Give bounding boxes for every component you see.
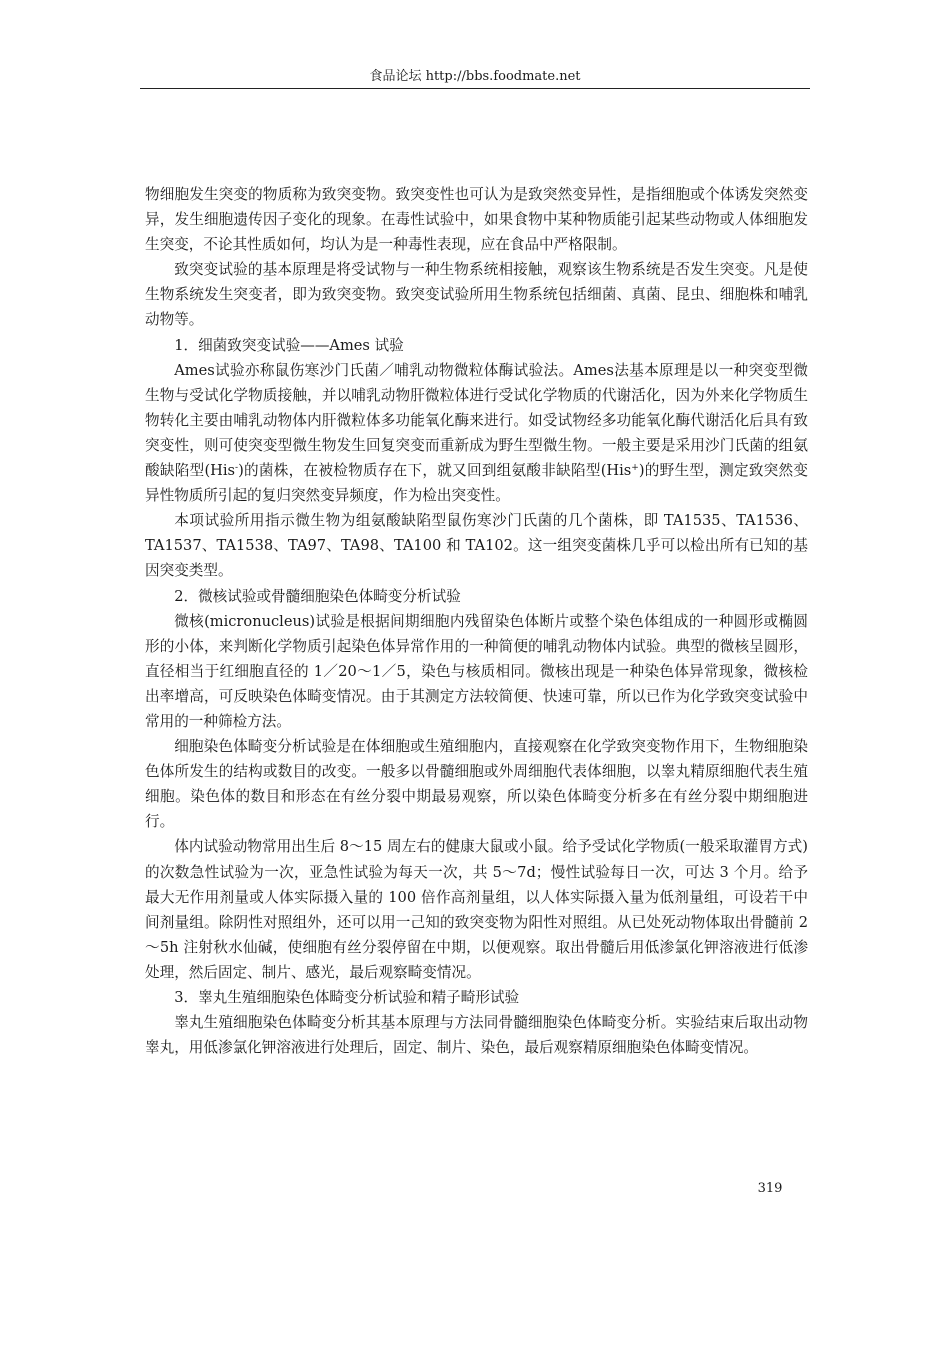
section-heading: 2．微核试验或骨髓细胞染色体畸变分析试验: [174, 587, 461, 605]
paragraph-text: )的野生型，测定致突然变异性物质所引起的复归突然变异频度，作为检出突变性。: [145, 462, 808, 505]
paragraph: 致突变试验的基本原理是将受试物与一种生物系统相接触，观察该生物系统是否发生突变。凡是使生物系统发生突变者，即为致突变物。致突变试验所用生物系统包括细菌、真菌、昆虫、细胞株和哺乳动物等。: [145, 261, 808, 329]
paragraph-text: Ames试验亦称鼠伤寒沙门氏菌／哺乳动物微粒体酶试验法。Ames法基本原理是以一种突变型微生物与受试化学物质接触，并以哺乳动物肝微粒体进行受试化学物质的代谢活化，因为外来化学物质生物转化主要由哺乳动物体内肝微粒体多功能氧化酶来进行。如受试物经多功能氧化酶代谢活化后具有致突变性，则可使突变型微生物发生回复突变而重新成为野生型微生物。一般主要是采用沙门氏菌的组氨酸缺陷型(His: [145, 361, 808, 480]
paragraph-text: )的菌株，在被检物质存在下，就又回到组氨酸非缺陷型(His: [238, 462, 632, 480]
paragraph: 本项试验所用指示微生物为组氨酸缺陷型鼠伤寒沙门氏菌的几个菌株，即 TA1535、TA1536、TA1537、TA1538、TA97、TA98、TA100 和 TA102。这一组突变菌株几乎可以检出所有已知的基因突变类型。: [145, 512, 808, 580]
page-number: 319: [757, 1181, 783, 1196]
paragraph: [145, 358, 808, 509]
header-rule: [140, 88, 810, 89]
paragraph: 睾丸生殖细胞染色体畸变分析其基本原理与方法同骨髓细胞染色体畸变分析。实验结束后取出动物睾丸，用低渗氯化钾溶液进行处理后，固定、制片、染色，最后观察精原细胞染色体畸变情况。: [145, 1014, 808, 1057]
paragraph: 细胞染色体畸变分析试验是在体细胞或生殖细胞内，直接观察在化学致突变物作用下，生物细胞染色体所发生的结构或数目的改变。一般多以骨髓细胞或外周细胞代表体细胞，以睾丸精原细胞代表生殖细胞。染色体的数目和形态在有丝分裂中期最易观察，所以染色体畸变分析多在有丝分裂中期细胞进行。: [145, 738, 808, 831]
superscript-plus: +: [631, 463, 639, 474]
paragraph: 体内试验动物常用出生后 8～15 周左右的健康大鼠或小鼠。给予受试化学物质(一般采取灌胃方式)的次数急性试验为一次，亚急性试验为每天一次，共 5～7d；慢性试验每日一次，可达 3 个月。给予最大无作用剂量或人体实际摄入量的 100 倍作高剂量组，以人体实际摄入量为低剂量组，可设若干中间剂量组。除阴性对照组外，还可以用一己知的致突变物为阳性对照组。从已处死动物体取出骨髓前 2～5h 注射秋水仙碱，使细胞有丝分裂停留在中期，以便观察。取出骨髓后用低渗氯化钾溶液进行低渗处理，然后固定、制片、感光，最后观察畸变情况。: [145, 838, 808, 981]
page-body: [145, 182, 808, 1060]
section-heading: 3．睾丸生殖细胞染色体畸变分析试验和精子畸形试验: [174, 989, 520, 1006]
section-heading: 1．细菌致突变试验——Ames 试验: [174, 336, 404, 354]
paragraph: 物细胞发生突变的物质称为致突变物。致突变性也可认为是致突然变异性，是指细胞或个体诱发突然变异，发生细胞遗传因子变化的现象。在毒性试验中，如果食物中某种物质能引起某些动物或人体细胞发生突变，不论其性质如何，均认为是一种毒性表现，应在食品中严格限制。: [145, 186, 808, 254]
running-header: 食品论坛 http://bbs.foodmate.net: [369, 69, 581, 84]
superscript-minus: -: [235, 463, 239, 474]
paragraph: 微核(micronucleus)试验是根据间期细胞内残留染色体断片或整个染色体组成的一种圆形或椭圆形的小体，来判断化学物质引起染色体异常作用的一种简便的哺乳动物体内试验。典型的微核呈圆形，直径相当于红细胞直径的 1／20～1／5，染色与核质相同。微核出现是一种染色体异常现象，微核检出率增高，可反映染色体畸变情况。由于其测定方法较简便、快速可靠，所以已作为化学致突变试验中常用的一种筛检方法。: [145, 612, 808, 730]
